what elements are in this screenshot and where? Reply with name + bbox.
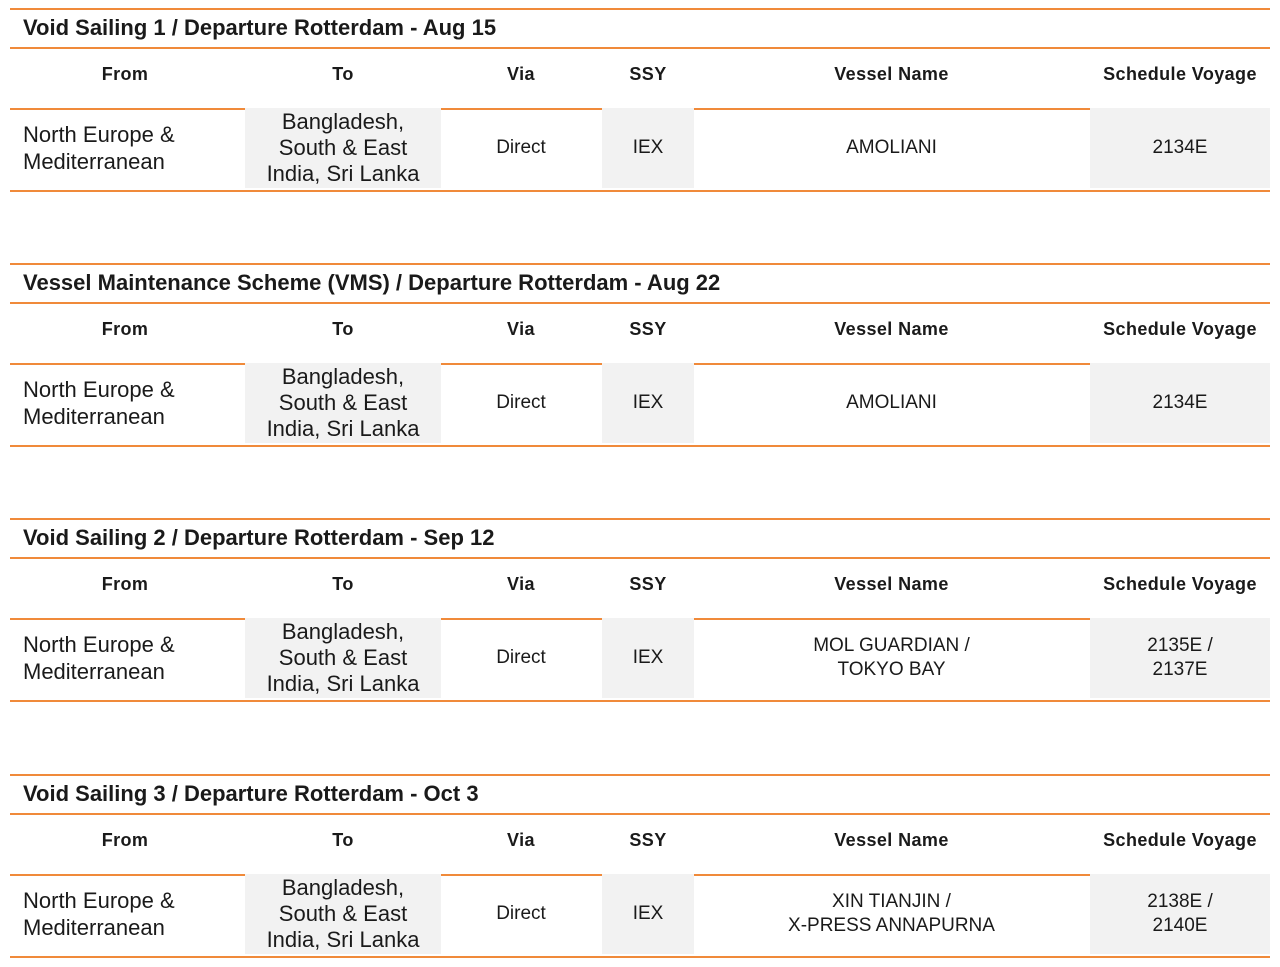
cell-vessel: MOL GUARDIAN / TOKYO BAY — [813, 635, 970, 680]
divider — [10, 8, 1270, 10]
column-header-to: To — [332, 574, 354, 594]
divider — [10, 302, 1270, 304]
section-title: Void Sailing 2 / Departure Rotterdam - Sep 12 — [23, 525, 495, 550]
cell-from: North Europe & Mediterranean — [23, 377, 175, 429]
cell-to: Bangladesh, South & East India, Sri Lanka — [266, 109, 420, 186]
column-header-vessel: Vessel Name — [834, 574, 949, 594]
column-header-from: From — [101, 64, 149, 84]
column-header-voyage: Schedule Voyage — [1103, 830, 1257, 850]
cell-from: North Europe & Mediterranean — [23, 122, 175, 174]
column-header-from: From — [101, 319, 149, 339]
cell-voyage: 2134E — [1152, 137, 1208, 158]
column-header-via: Via — [507, 319, 535, 339]
cell-to: Bangladesh, South & East India, Sri Lanka — [266, 364, 420, 441]
column-header-ssy: SSY — [629, 64, 667, 84]
column-header-voyage: Schedule Voyage — [1103, 64, 1257, 84]
divider — [10, 190, 1270, 192]
cell-vessel: XIN TIANJIN / X-PRESS ANNAPURNA — [788, 891, 995, 936]
cell-ssy: IEX — [632, 137, 664, 158]
section-title: Void Sailing 1 / Departure Rotterdam - Aug 15 — [23, 15, 497, 40]
column-header-to: To — [332, 830, 354, 850]
column-header-ssy: SSY — [629, 574, 667, 594]
cell-ssy: IEX — [632, 903, 664, 924]
cell-via: Direct — [496, 392, 546, 413]
column-header-to: To — [332, 319, 354, 339]
schedule-section — [10, 263, 1270, 447]
cell-via: Direct — [496, 137, 546, 158]
divider — [10, 518, 1270, 520]
section-title: Vessel Maintenance Scheme (VMS) / Departure Rotterdam - Aug 22 — [23, 270, 721, 295]
column-header-vessel: Vessel Name — [834, 64, 949, 84]
divider — [10, 263, 1270, 265]
section-title: Void Sailing 3 / Departure Rotterdam - Oct 3 — [23, 781, 479, 806]
column-header-vessel: Vessel Name — [834, 319, 949, 339]
cell-from: North Europe & Mediterranean — [23, 632, 175, 684]
cell-via: Direct — [496, 903, 546, 924]
column-header-via: Via — [507, 830, 535, 850]
column-header-voyage: Schedule Voyage — [1103, 574, 1257, 594]
divider — [10, 47, 1270, 49]
cell-vessel: AMOLIANI — [846, 137, 937, 158]
cell-from: North Europe & Mediterranean — [23, 888, 175, 940]
cell-to: Bangladesh, South & East India, Sri Lanka — [266, 875, 420, 952]
cell-ssy: IEX — [632, 392, 664, 413]
divider — [10, 557, 1270, 559]
schedule-section — [10, 518, 1270, 702]
column-header-voyage: Schedule Voyage — [1103, 319, 1257, 339]
column-header-ssy: SSY — [629, 319, 667, 339]
cell-voyage: 2138E / 2140E — [1147, 891, 1213, 936]
cell-vessel: AMOLIANI — [846, 392, 937, 413]
column-header-to: To — [332, 64, 354, 84]
cell-to: Bangladesh, South & East India, Sri Lanka — [266, 619, 420, 696]
schedule-section — [10, 774, 1270, 958]
column-header-from: From — [101, 574, 149, 594]
schedule-section — [10, 8, 1270, 192]
divider — [10, 956, 1270, 958]
cell-via: Direct — [496, 647, 546, 668]
divider — [10, 774, 1270, 776]
divider — [10, 813, 1270, 815]
divider — [10, 700, 1270, 702]
column-header-via: Via — [507, 574, 535, 594]
column-header-from: From — [101, 830, 149, 850]
column-header-via: Via — [507, 64, 535, 84]
cell-voyage: 2134E — [1152, 392, 1208, 413]
column-header-vessel: Vessel Name — [834, 830, 949, 850]
divider — [10, 445, 1270, 447]
cell-ssy: IEX — [632, 647, 664, 668]
cell-voyage: 2135E / 2137E — [1147, 635, 1213, 680]
column-header-ssy: SSY — [629, 830, 667, 850]
